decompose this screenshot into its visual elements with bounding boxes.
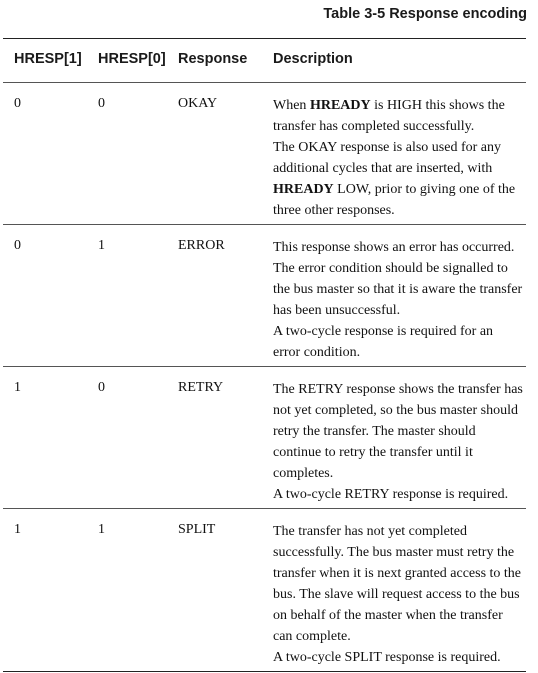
hresp0-value: 1 (98, 238, 105, 253)
response-value: ERROR (178, 238, 225, 253)
description-paragraph (273, 137, 523, 221)
description-paragraph: The transfer has not yet completed successfully. The bus master must retry the transfer when it is next granted access to the bus. The slave will request access to the bus on behalf of the master when the transfer can complete. (273, 524, 522, 644)
header-response: Response (178, 51, 248, 67)
description-paragraph: A two-cycle SPLIT response is required. (273, 650, 501, 665)
description-cell (273, 521, 523, 668)
hresp1-value: 1 (14, 522, 21, 537)
description-paragraph (273, 95, 523, 137)
table-row-split (3, 509, 526, 672)
response-value: RETRY (178, 380, 224, 395)
description-paragraph: This response shows an error has occurred. The error condition should be signalled to the bus master so that it is aware the transfer has been unsuccessful. (273, 240, 523, 318)
response-value: SPLIT (178, 522, 216, 537)
description-signal-name: HREADY (309, 98, 371, 113)
header-description: Description (273, 51, 353, 67)
response-encoding-table (3, 38, 526, 672)
table-header-row (3, 38, 526, 83)
description-paragraph: A two-cycle RETRY response is required. (273, 487, 509, 502)
description-cell (273, 95, 523, 221)
hresp0-value: 1 (98, 522, 105, 537)
table-row-okay (3, 83, 526, 225)
description-text: The OKAY response is also used for any additional cycles that are inserted, with (273, 140, 501, 176)
table-row-error (3, 225, 526, 367)
table-caption: Table 3-5 Response encoding (323, 6, 527, 22)
hresp0-value: 0 (98, 96, 105, 111)
hresp1-value: 0 (14, 238, 21, 253)
hresp1-value: 1 (14, 380, 21, 395)
description-text: LOW, prior to giving one of the three other responses. (273, 182, 516, 218)
hresp1-value: 0 (14, 96, 21, 111)
description-paragraph: A two-cycle response is required for an error condition. (273, 324, 494, 360)
description-text: When (273, 98, 310, 113)
description-signal-name: HREADY (273, 182, 334, 197)
response-value: OKAY (178, 96, 218, 111)
header-hresp0: HRESP[0] (98, 51, 166, 67)
description-cell (273, 237, 523, 363)
description-paragraph: The RETRY response shows the transfer has not yet completed, so the bus master should retry the transfer. The master should continue to retry the transfer until it completes. (273, 382, 523, 481)
header-hresp1: HRESP[1] (14, 51, 82, 67)
hresp0-value: 0 (98, 380, 105, 395)
table-row-retry (3, 367, 526, 509)
description-cell (273, 379, 523, 505)
description-text: is HIGH this shows the transfer has completed successfully. (273, 98, 505, 134)
